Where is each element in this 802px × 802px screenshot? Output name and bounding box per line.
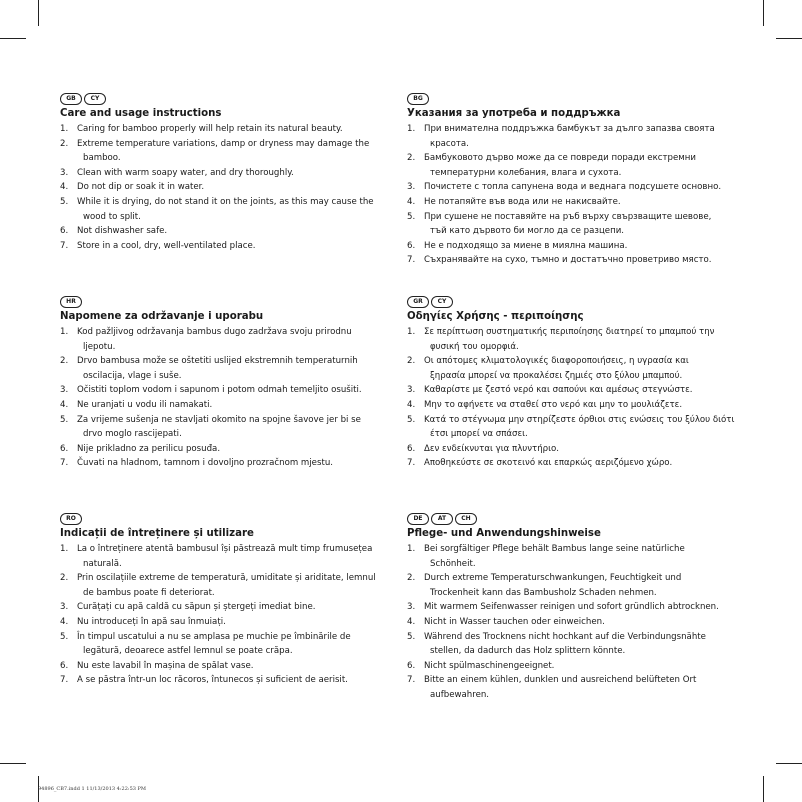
instruction-item <box>407 630 757 659</box>
item-text-line: тъй като дървото би могло да се разцепи. <box>430 226 625 237</box>
country-badge: GB <box>60 93 82 105</box>
item-number: 4. <box>60 399 69 410</box>
instruction-item <box>60 354 410 383</box>
item-text-line: Durch extreme Temperaturschwankungen, Feuchtigkeit und <box>424 573 682 584</box>
item-text-line: Bitte an einem kühlen, dunklen und ausreichend belüfteten Ort <box>424 675 697 686</box>
crop-mark <box>38 0 39 26</box>
section-title: Οδηγίες Χρήσης - περιποίησης <box>407 311 584 322</box>
item-number: 6. <box>60 226 69 237</box>
crop-mark <box>776 763 802 764</box>
instruction-item <box>60 600 410 615</box>
item-text-line: Extreme temperature variations, damp or dryness may damage the <box>77 138 370 149</box>
instruction-item <box>407 383 757 398</box>
instruction-item <box>60 442 410 457</box>
country-badge: AT <box>431 513 453 525</box>
country-badges <box>60 296 410 308</box>
item-number: 3. <box>60 385 69 396</box>
item-text-line: Почистете с топла сапунена вода и веднага подсушете основно. <box>424 182 722 193</box>
item-text-line: drvo moglo rascijepati. <box>83 429 182 440</box>
item-text-line: Kod pažljivog održavanja bambus dugo zadržava svoju prirodnu <box>77 327 352 337</box>
instruction-item <box>407 571 757 600</box>
item-text-line: Prin oscilațiile extreme de temperatură, umiditate și ariditate, lemnul <box>77 573 376 584</box>
item-text-line: aufbewahren. <box>430 689 490 700</box>
item-number: 6. <box>60 443 69 454</box>
instruction-section <box>60 93 410 253</box>
item-text-line: legătură, deoarece astfel lemnul se poate crăpa. <box>83 646 293 657</box>
item-text-line: Μην το αφήνετε να σταθεί στο νερό και μην το μουλιάζετε. <box>424 399 683 410</box>
country-badges <box>407 296 757 308</box>
country-badge: BG <box>407 93 429 105</box>
instruction-item <box>60 137 410 166</box>
item-text-line: Očistiti toplom vodom i sapunom i potom odmah temeljito osušiti. <box>77 385 362 396</box>
instruction-item <box>407 325 757 354</box>
item-text-line: Caring for bamboo properly will help retain its natural beauty. <box>77 124 343 134</box>
item-text-line: Curățați cu apă caldă cu săpun și ștergeți imediat bine. <box>77 602 316 613</box>
item-text-line: Σε περίπτωση συστηματικής περιποίησης διατηρεί το μπαμπού την <box>424 327 715 337</box>
instruction-item <box>60 239 410 254</box>
instruction-item <box>407 180 757 195</box>
instruction-item <box>407 659 757 674</box>
country-badges <box>407 93 757 105</box>
item-text-line: Bei sorgfältiger Pflege behält Bambus lange seine natürliche <box>424 544 685 554</box>
instruction-section <box>407 93 757 268</box>
item-text-line: Αποθηκεύστε σε σκοτεινό και επαρκώς αεριζόμενο χώρο. <box>424 458 673 469</box>
instruction-item <box>407 151 757 180</box>
item-text-line: Čuvati na hladnom, tamnom i dovoljno prozračnom mjestu. <box>77 458 333 469</box>
item-text-line: While it is drying, do not stand it on the joints, as this may cause the <box>77 196 374 207</box>
item-text-line: Nije prikladno za perilicu posuđa. <box>77 443 221 454</box>
instruction-list <box>407 122 757 268</box>
instruction-section <box>407 296 757 471</box>
instruction-item <box>60 122 410 137</box>
item-text-line: Za vrijeme sušenja ne stavljati okomito na spojne šavove jer bi se <box>77 414 361 425</box>
item-number: 4. <box>407 196 416 207</box>
instruction-item <box>407 122 757 151</box>
item-number: 7. <box>60 458 69 469</box>
instruction-section <box>60 513 410 688</box>
section-title: Pflege- und Anwendungshinweise <box>407 528 601 539</box>
item-number: 2. <box>60 573 69 584</box>
item-text-line: При внимателна поддръжка бамбукът за дълго запазва своята <box>424 124 715 134</box>
instruction-item <box>60 195 410 224</box>
section-title: Care and usage instructions <box>60 108 222 119</box>
item-number: 7. <box>60 240 69 251</box>
item-number: 7. <box>407 255 416 266</box>
item-text-line: La o întreținere atentă bambusul își păstrează mult timp frumusețea <box>77 544 373 554</box>
country-badge: RO <box>60 513 82 525</box>
instruction-item <box>407 354 757 383</box>
instruction-item <box>60 166 410 181</box>
item-number: 1. <box>407 327 416 337</box>
item-text-line: stellen, da dadurch das Holz splittern könnte. <box>430 646 626 657</box>
section-title: Indicații de întreținere și utilizare <box>60 528 254 539</box>
item-number: 1. <box>60 124 69 134</box>
item-text-line: Δεν ενδείκνυται για πλυντήριο. <box>424 443 560 454</box>
item-text-line: A se păstra într-un loc răcoros, întunecos și suficient de aerisit. <box>77 675 348 686</box>
item-number: 3. <box>407 385 416 396</box>
instruction-item <box>407 195 757 210</box>
instruction-item <box>60 383 410 398</box>
instruction-list <box>60 122 410 253</box>
item-number: 5. <box>60 631 69 642</box>
instruction-item <box>407 673 757 702</box>
country-badges <box>60 513 410 525</box>
item-text-line: Nicht spülmaschinengeeignet. <box>424 660 555 671</box>
item-text-line: Während des Trocknens nicht hochkant auf die Verbindungsnähte <box>424 631 706 642</box>
item-text-line: Бамбуковото дърво може да се повреди поради екстремни <box>424 153 696 164</box>
item-text-line: Κατά το στέγνωμα μην στηρίζεστε όρθιοι στις ενώσεις του ξύλου διότι <box>424 414 735 425</box>
item-number: 3. <box>407 182 416 193</box>
item-text-line: Nicht in Wasser tauchen oder einweichen. <box>424 616 605 627</box>
item-number: 2. <box>407 573 416 584</box>
instruction-item <box>407 413 757 442</box>
item-text-line: Не е подходящо за миене в миялна машина. <box>424 240 628 251</box>
instruction-item <box>407 456 757 471</box>
country-badge: CH <box>455 513 477 525</box>
instruction-item <box>407 542 757 571</box>
item-text-line: Schönheit. <box>430 558 476 569</box>
item-number: 4. <box>60 616 69 627</box>
instruction-item <box>60 180 410 195</box>
item-text-line: Съхранявайте на сухо, тъмно и достатъчно проветриво място. <box>424 255 712 266</box>
section-title: Указания за употреба и поддръжка <box>407 108 621 119</box>
item-text-line: Mit warmem Seifenwasser reinigen und sofort gründlich abtrocknen. <box>424 602 719 613</box>
item-number: 2. <box>407 356 416 367</box>
instruction-item <box>60 398 410 413</box>
print-slug: 94896_CB7.indd 1 11/13/2013 4:22:53 PM <box>38 786 147 792</box>
item-number: 1. <box>60 544 69 554</box>
country-badge: DE <box>407 513 429 525</box>
item-number: 7. <box>60 675 69 686</box>
item-text-line: Не потапяйте във вода или не накисвайте. <box>424 196 621 207</box>
item-number: 1. <box>407 124 416 134</box>
item-text-line: красота. <box>430 138 469 149</box>
country-badges <box>407 513 757 525</box>
item-number: 4. <box>407 399 416 410</box>
item-text-line: έτσι μπορεί να σπάσει. <box>430 429 528 440</box>
item-text-line: Καθαρίστε με ζεστό νερό και σαπούνι και αμέσως στεγνώστε. <box>424 385 693 396</box>
item-number: 7. <box>407 675 416 686</box>
item-text-line: При сушене не поставяйте на ръб върху свързващите шевове, <box>424 211 712 222</box>
item-text-line: Trockenheit kann das Bambusholz Schaden nehmen. <box>430 587 657 598</box>
item-text-line: de bambus poate fi deteriorat. <box>83 587 215 598</box>
item-number: 2. <box>60 356 69 367</box>
instruction-list <box>407 325 757 471</box>
item-text-line: wood to split. <box>83 211 141 222</box>
item-text-line: În timpul uscatului a nu se amplasa pe muchie pe îmbinările de <box>77 631 351 642</box>
instruction-section <box>407 513 757 703</box>
item-text-line: Ne uranjati u vodu ili namakati. <box>77 399 213 410</box>
item-number: 3. <box>407 602 416 613</box>
item-number: 2. <box>407 153 416 164</box>
item-text-line: naturală. <box>83 558 122 569</box>
instruction-item <box>407 210 757 239</box>
item-number: 4. <box>60 182 69 193</box>
crop-mark <box>763 0 764 26</box>
item-number: 5. <box>60 196 69 207</box>
instruction-item <box>407 615 757 630</box>
item-number: 6. <box>60 660 69 671</box>
instruction-item <box>60 325 410 354</box>
item-number: 6. <box>407 240 416 251</box>
item-text-line: φυσική του ομορφιά. <box>430 341 519 352</box>
item-number: 4. <box>407 616 416 627</box>
instruction-item <box>60 456 410 471</box>
item-number: 1. <box>60 327 69 337</box>
item-text-line: Nu introduceți în apă sau înmuiați. <box>77 616 226 627</box>
item-number: 5. <box>407 211 416 222</box>
item-text-line: ξηρασία μπορεί να προκαλέσει ζημιές στο ξύλου μπαμπού. <box>430 370 683 381</box>
item-text-line: Store in a cool, dry, well-ventilated place. <box>77 240 256 251</box>
instruction-item <box>60 224 410 239</box>
instruction-item <box>60 630 410 659</box>
country-badge: CY <box>84 93 106 105</box>
instruction-item <box>60 571 410 600</box>
crop-mark <box>763 776 764 802</box>
instruction-item <box>407 442 757 457</box>
item-text-line: ljepotu. <box>83 341 116 352</box>
instruction-item <box>60 413 410 442</box>
item-text-line: температурни колебания, влага и сухота. <box>430 167 622 178</box>
instruction-item <box>407 239 757 254</box>
instruction-section <box>60 296 410 471</box>
instruction-item <box>407 600 757 615</box>
item-number: 5. <box>407 414 416 425</box>
instruction-item <box>60 542 410 571</box>
item-text-line: Not dishwasher safe. <box>77 226 168 237</box>
item-text-line: Οι απότομες κλιματολογικές διαφοροποιήσεις, η υγρασία και <box>424 356 689 367</box>
item-number: 6. <box>407 660 416 671</box>
item-number: 1. <box>407 544 416 554</box>
country-badge: CY <box>431 296 453 308</box>
instruction-list <box>60 325 410 471</box>
item-text-line: oscilacija, vlage i suše. <box>83 370 182 381</box>
item-number: 7. <box>407 458 416 469</box>
section-title: Napomene za održavanje i uporabu <box>60 311 264 322</box>
item-number: 3. <box>60 602 69 613</box>
instruction-item <box>60 615 410 630</box>
item-text-line: Clean with warm soapy water, and dry thoroughly. <box>77 167 294 178</box>
item-text-line: Drvo bambusa može se oštetiti uslijed ekstremnih temperaturnih <box>77 356 358 367</box>
item-number: 3. <box>60 167 69 178</box>
item-number: 5. <box>60 414 69 425</box>
crop-mark <box>0 38 26 39</box>
item-text-line: Do not dip or soak it in water. <box>77 182 205 193</box>
instruction-item <box>60 659 410 674</box>
item-number: 6. <box>407 443 416 454</box>
instruction-item <box>407 398 757 413</box>
instruction-item <box>407 253 757 268</box>
item-number: 2. <box>60 138 69 149</box>
country-badge: GR <box>407 296 429 308</box>
item-text-line: Nu este lavabil în mașina de spălat vase. <box>77 660 254 671</box>
instruction-item <box>60 673 410 688</box>
item-text-line: bamboo. <box>83 153 121 164</box>
country-badges <box>60 93 410 105</box>
item-number: 5. <box>407 631 416 642</box>
country-badge: HR <box>60 296 82 308</box>
crop-mark <box>776 38 802 39</box>
instruction-list <box>407 542 757 703</box>
instruction-list <box>60 542 410 688</box>
crop-mark <box>0 763 26 764</box>
